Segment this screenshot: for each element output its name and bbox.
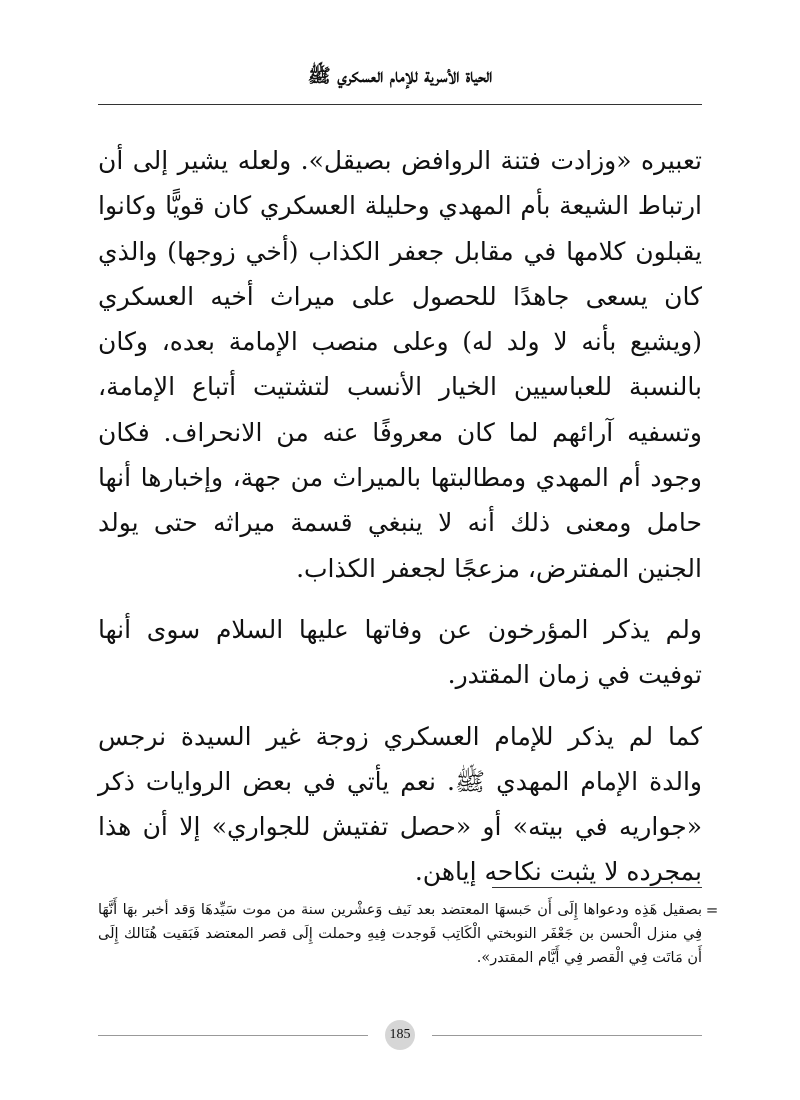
footnote: بصقيل هَذِه ودعواها إِلَى أَن حَبسهَا المعتضد بعد نَيف وَعشْرين سنة من موت سَيِّدهَا وَقد أخبر بهَا أَنَّهَا فِي منزل الْحسن بن جَعْفَر النوبختي الْكَاتِب فَوجدت فِيهِ وحملت إِلَى قصر المعتضد فَبَقيت هُنَالك إِلَى أَن مَاتَت فِي الْقصر فِي أَيَّام المقتدر». <box>98 902 702 966</box>
header-divider <box>98 104 702 105</box>
paragraph: ولم يذكر المؤرخون عن وفاتها عليها السلام سوى أنها توفيت في زمان المقتدر. <box>98 614 702 690</box>
footer-line-right <box>432 1035 702 1036</box>
page-footer <box>98 1020 702 1050</box>
running-header: الحياة الأسرية للإمام العسكري ﷺ <box>307 65 493 87</box>
footnote-divider <box>492 887 702 888</box>
footnote-continuation-mark: = <box>705 901 719 919</box>
paragraph: كما لم يذكر للإمام العسكري زوجة غير السيدة نرجس والدة الإمام المهدي ﷺ. نعم يأتي في بعض الروايات ذكر «جواريه في بيته» أو «حصل تفتيش للجواري» إلا أن هذا بمجرده لا يثبت نكاحه إياهن. <box>98 721 702 887</box>
paragraph: تعبيره «وزادت فتنة الروافض بصيقل». ولعله يشير إلى أن ارتباط الشيعة بأم المهدي وحليلة العسكري كان قويًّا وكانوا يقبلون كلامها في مقابل جعفر الكذاب (أخي زوجها) والذي كان يسعى جاهدًا للحصول على ميراث أخيه العسكري (ويشيع بأنه لا ولد له) وعلى منصب الإمامة بعده، وكان بالنسبة للعباسيين الخيار الأنسب لتشتيت أتباع الإمامة، وتسفيه آرائهم لما كان معروفًا عنه من الانحراف. فكان وجود أم المهدي ومطالبتها بالميراث من جهة، وإخبارها أنها حامل ومعنى ذلك أنه لا ينبغي قسمة ميراثه حتى يولد الجنين المفترض، مزعجًا لجعفر الكذاب. <box>98 146 702 583</box>
main-text <box>98 138 702 895</box>
footer-line-left <box>98 1035 368 1036</box>
page-number: 185 <box>385 1020 415 1050</box>
